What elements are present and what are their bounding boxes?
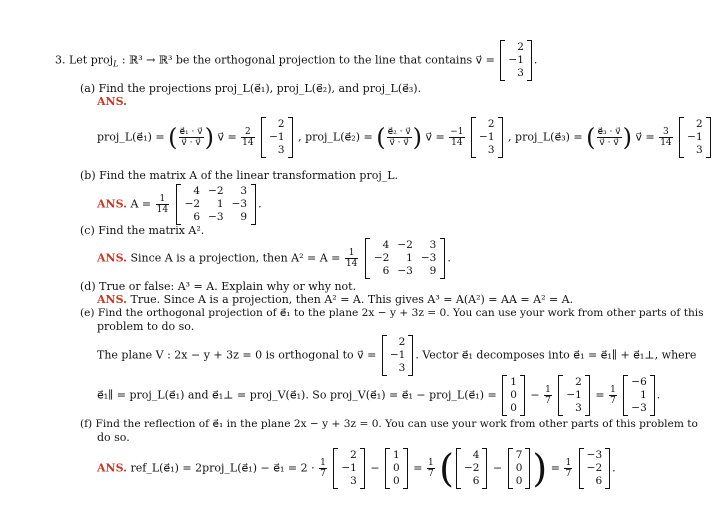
part-e-projection-line: e⃗₁∥ = proj_L(e⃗₁) and e⃗₁⊥ = proj_V(e⃗₁). So proj_V(e⃗₁) = e⃗₁ − proj_L(e⃗₁) = 1 0 0 − $\frac{1}{7}$ 2 −1 3 = $\frac{1}{7}$ −6 1 −3 .: [97, 376, 661, 414]
part-a-ans-label: ANS.: [97, 95, 127, 108]
part-f-answer: ANS. ref_L(e⃗₁) = 2proj_L(e⃗₁) − e⃗₁ = 2 · $\frac{1}{7}$ 2 −1 3 − 1 0 0 = $\frac{1}{7}$ ( 4 −2 6 − 7 0 0 ) = $\frac{1}{7}$ −3 −2 6 .: [97, 446, 616, 491]
vector-v: 2 −1 3: [500, 40, 531, 81]
part-a-answer: proj_L(e⃗₁) = ( $\frac{\text{e⃗₁ · v⃗}}{v⃗ \cdot v⃗}$ ) v⃗ = $\frac{2}{14}$ 2 −1 3 , proj_L(e⃗₂) = ( $\frac{\text{e⃗₂ · v⃗}}{v⃗ \cdot v⃗}$ ) v⃗ = $\frac{-1}{14}$ 2 −1 3 , proj_L(e⃗₃) = ( $\frac{\text{e⃗₃ · v⃗}}{v⃗ \cdot v⃗}$ ) v⃗ = $\frac{3}{14}$ 2 −1 3: [97, 117, 713, 158]
part-e-question-1: (e) Find the orthogonal projection of e⃗₁ to the plane 2x − y + 3z = 0. You can use your work from other parts of this: [80, 307, 704, 319]
part-c-question: (c) Find the matrix A².: [80, 224, 205, 237]
matrix-a-squared: 4 −2 3 −2 1 −3 6 −3 9: [365, 238, 445, 279]
part-e-plane-line: The plane V : 2x − y + 3z = 0 is orthogonal to v⃗ = 2 −1 3 . Vector e⃗₁ decomposes into e⃗₁ = e⃗₁∥ + e⃗₁⊥, where: [97, 336, 697, 374]
part-e-question-2: problem to do so.: [97, 320, 195, 333]
part-b-question: (b) Find the matrix A of the linear transformation proj_L.: [80, 169, 399, 182]
part-d-question: (d) True or false: A³ = A. Explain why or why not.: [80, 280, 357, 293]
part-f-question-1: (f) Find the reflection of e⃗₁ in the plane 2x − y + 3z = 0. You can use your work from other parts of this problem to: [80, 418, 698, 430]
part-a-question: (a) Find the projections proj_L(e⃗₁), proj_L(e⃗₂), and proj_L(e⃗₃).: [80, 82, 422, 95]
problem-statement: 3. Let proj$_L$ : ℝ³ → ℝ³ be the orthogonal projection to the line that contains v⃗ = 2 −1 3 .: [55, 41, 538, 79]
matrix-a: 4 −2 3 −2 1 −3 6 −3 9: [176, 184, 256, 225]
part-e-result-vector: −6 1 −3: [623, 375, 654, 416]
part-b-answer: ANS. A = $\frac{1}{14}$ 4 −2 3 −2 1 −3 6 −3 9 .: [97, 185, 262, 223]
part-d-answer: ANS. True. Since A is a projection, then A² = A. This gives A³ = A(A²) = AA = A² = A.: [97, 293, 574, 306]
part-f-result-vector: −3 −2 6: [579, 448, 610, 489]
part-c-answer: ANS. Since A is a projection, then A² = A = $\frac{1}{14}$ 4 −2 3 −2 1 −3 6 −3 9 .: [97, 239, 451, 277]
part-f-question-2: do so.: [97, 431, 130, 444]
